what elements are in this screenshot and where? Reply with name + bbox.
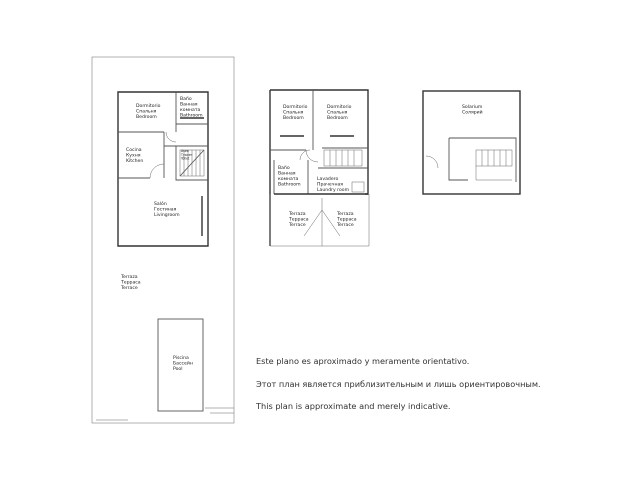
label-first-bedroom-right: Dormitorio Спальня Bedroom — [327, 105, 352, 121]
door-swing — [300, 150, 310, 160]
roof-plan — [423, 91, 520, 194]
label-first-terrace-left: Terraza Терраса Terrace — [289, 212, 309, 228]
label-first-bathroom: Baño Ванная комната Bathroom — [278, 166, 301, 188]
label-ground-bathroom: Baño Ванная комната Bathroom — [180, 97, 203, 119]
note-english: This plan is approximate and merely indicative. — [256, 401, 451, 411]
door-swing — [166, 132, 176, 142]
ground-floor-plan — [92, 57, 234, 423]
door-swing — [426, 156, 438, 168]
label-solarium: Solarium Солярий — [462, 105, 483, 116]
note-spanish: Este plano es aproximado y meramente orientativo. — [256, 356, 470, 366]
label-pool: Piscina Бассейн Pool — [173, 356, 193, 372]
first-floor-plan — [270, 90, 369, 246]
label-laundry: Lavadero Прачечная Laundry room — [317, 177, 350, 193]
stair-enclosure — [449, 138, 468, 180]
label-ground-bedroom: Dormitorio Спальня Bedroom — [136, 104, 161, 120]
door-swing — [150, 164, 164, 178]
first-floor-stairs — [324, 150, 362, 166]
note-russian: Этот план является приблизительным и лишь ориентировочным. — [256, 378, 541, 389]
label-kitchen: Cocina Кухня Kitchen — [126, 148, 144, 164]
label-first-terrace-right: Terraza Терраса Terrace — [337, 212, 357, 228]
label-toilet: Aseo Туалет Toilet — [181, 149, 193, 161]
label-ground-terrace: Terraza Терраса Terrace — [121, 275, 141, 291]
plot-boundary — [92, 57, 234, 423]
disclaimer-notes — [256, 356, 541, 424]
roof-stairs — [476, 150, 512, 180]
label-first-bedroom-left: Dormitorio Спальня Bedroom — [283, 105, 308, 121]
washing-machine-icon — [352, 182, 364, 192]
label-livingroom: Salón Гостиная Livingroom — [154, 202, 180, 218]
